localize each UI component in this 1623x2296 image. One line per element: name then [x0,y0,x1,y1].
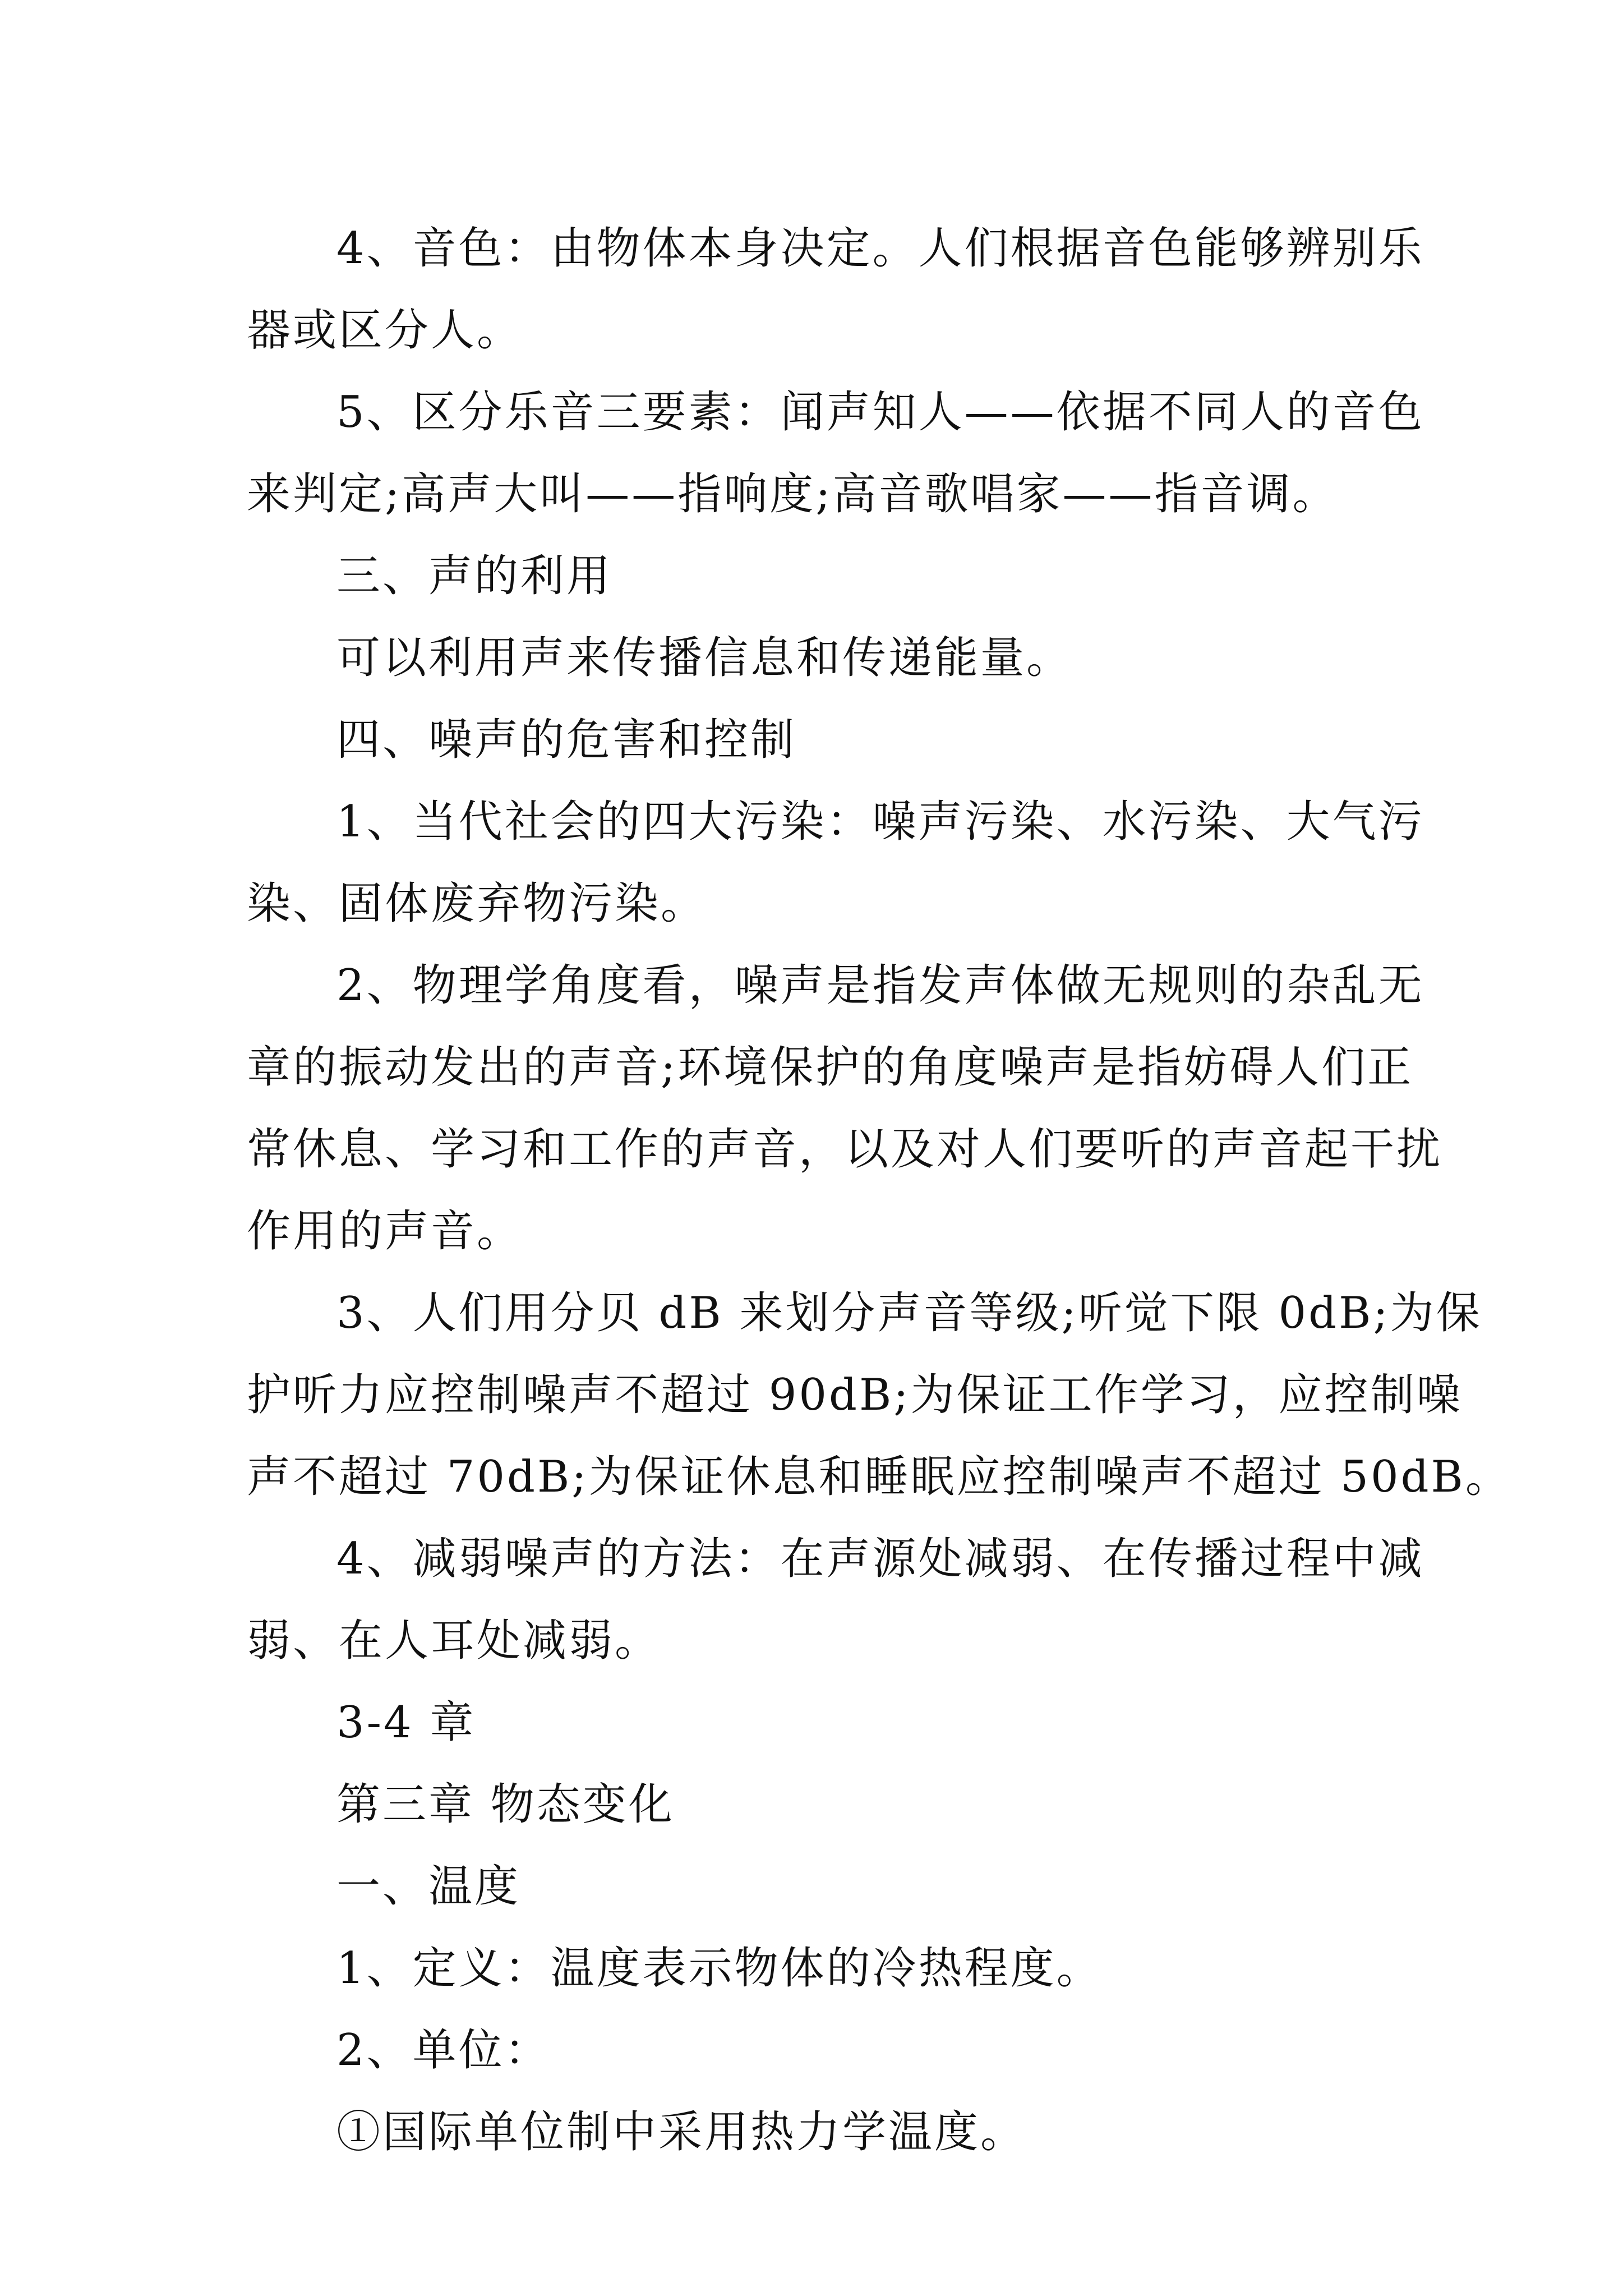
section-heading-sound-use [247,535,1385,617]
chapter-range-label [247,1682,1385,1764]
heading-text: 一、温度 [336,1861,521,1912]
paragraph-four-pollutions [247,781,1424,945]
text-line: 1、当代社会的四大污染：噪声污染、水污染、大气污 [336,797,1424,847]
paragraph-sound-use [247,617,1385,699]
paragraph-timbre [247,208,1424,371]
chapter-title [247,1764,1385,1846]
text-line: 5、区分乐音三要素：闻声知人——依据不同人的音色 [336,387,1424,438]
heading-text: 三、声的利用 [336,551,613,601]
text-line: 4、减弱噪声的方法：在声源处减弱、在传播过程中减 [336,1534,1424,1584]
paragraph-decibel-levels [247,1272,1511,1518]
heading-text: 四、噪声的危害和控制 [336,715,797,765]
text-line: 来判定;高声大叫——指响度;高音歌唱家——指音调。 [247,469,1339,519]
text-line: 染、固体废弃物污染。 [247,878,707,929]
text-line: 声不超过 70dB;为保证休息和睡眠应控制噪声不超过 50dB。 [247,1452,1511,1502]
text-line: 器或区分人。 [247,305,523,356]
section-heading-temperature [247,1846,1385,1927]
heading-text: 第三章 物态变化 [336,1779,675,1830]
document-body [247,208,1511,2173]
paragraph-temperature-definition [247,1927,1385,2009]
paragraph-unit-label [247,2009,1385,2091]
text-line: ①国际单位制中采用热力学温度。 [336,2107,1027,2157]
paragraph-noise-reduction [247,1518,1424,1682]
text-line: 2、物理学角度看，噪声是指发声体做无规则的杂乱无 [336,960,1424,1011]
paragraph-noise-definition [247,945,1443,1272]
text-line: 护听力应控制噪声不超过 90dB;为保证工作学习，应控制噪 [247,1370,1463,1420]
text-line: 3、人们用分贝 dB 来划分声音等级;听觉下限 0dB;为保 [336,1288,1482,1338]
paragraph-si-unit [247,2091,1385,2173]
paragraph-three-elements [247,371,1424,535]
text-line: 2、单位： [336,2025,551,2076]
text-line: 章的振动发出的声音;环境保护的角度噪声是指妨碍人们正 [247,1042,1414,1093]
text-line: 4、音色：由物体本身决定。人们根据音色能够辨别乐 [336,223,1424,274]
text-line: 1、定义：温度表示物体的冷热程度。 [336,1943,1103,1994]
text-line: 可以利用声来传播信息和传递能量。 [336,633,1073,683]
section-heading-noise [247,699,1385,781]
text-line: 作用的声音。 [247,1206,523,1257]
text-line: 常休息、学习和工作的声音，以及对人们要听的声音起干扰 [247,1124,1443,1175]
heading-text: 3-4 章 [336,1697,476,1748]
text-line: 弱、在人耳处减弱。 [247,1616,661,1666]
